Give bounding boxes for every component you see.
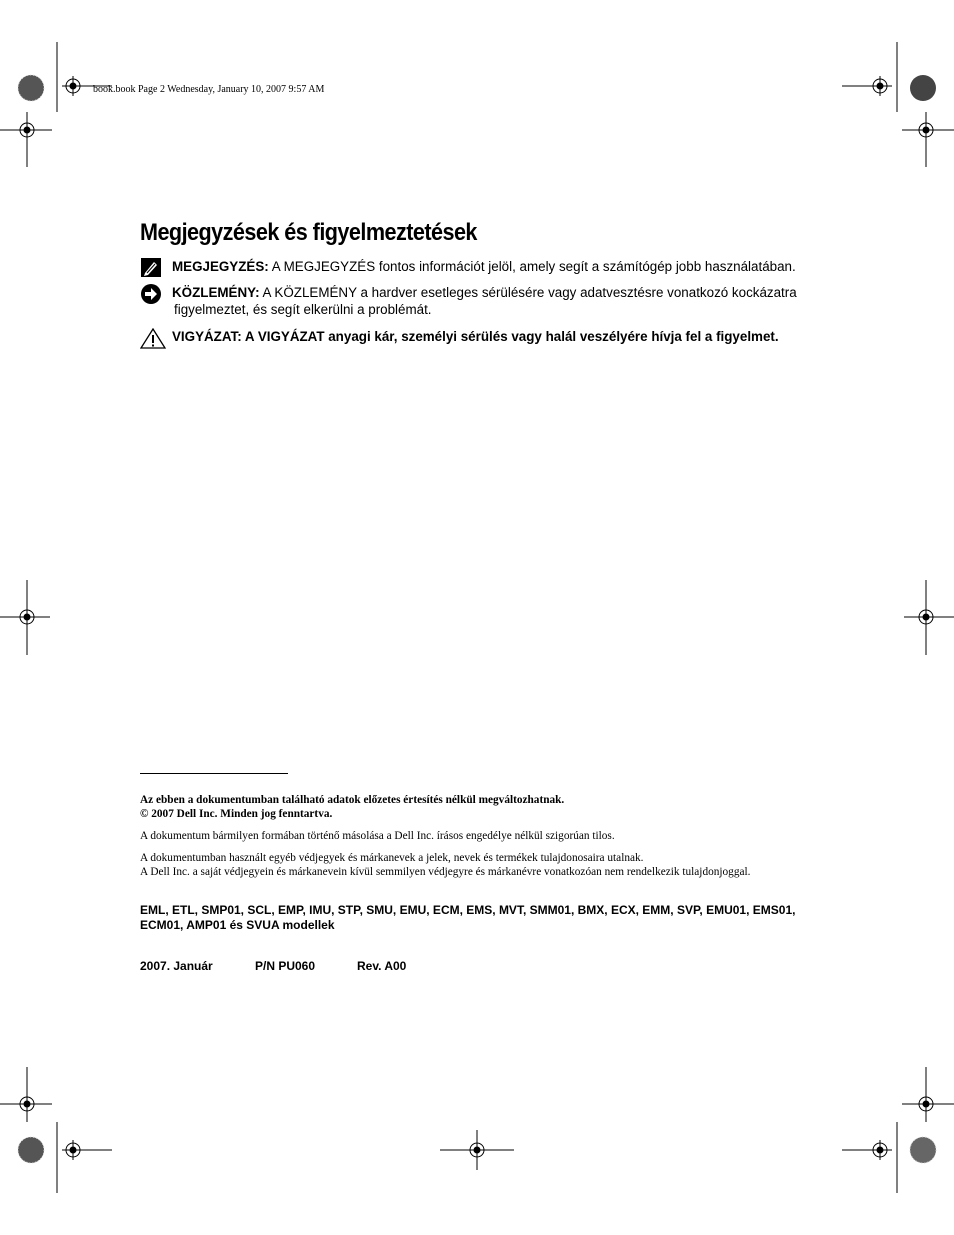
part-number: P/N PU060: [255, 959, 316, 973]
warning-text: A VIGYÁZAT anyagi kár, személyi sérülés vagy halál veszélyére hívja fel a figyelmet.: [244, 329, 779, 344]
publication-info: [140, 959, 440, 975]
legal-reproduction: A dokumentum bármilyen formában történő másolása a Dell Inc. írásos engedélye nélkül szigorúan tilos.: [140, 830, 615, 842]
legal-proprietary: A Dell Inc. a saját védjegyein és márkanevein kívül semmilyen védjegyre és márkanévre vonatkozóan nem rendelkezik tulajdonjoggal.: [140, 866, 751, 878]
revision: Rev. A00: [357, 959, 407, 973]
note-notice: [140, 258, 860, 278]
model-list-line: ECM01, AMP01 és SVUA modellek: [140, 918, 335, 932]
legal-trademarks: A dokumentumban használt egyéb védjegyek és márkanevek a jelek, nevek és termékek tulajdonosaira utalnak.: [140, 852, 644, 864]
page-title: Megjegyzések és figyelmeztetések: [140, 219, 477, 246]
notice-text-continuation: figyelmeztet, és segít elkerülni a problémát.: [174, 302, 432, 317]
warning-label: VIGYÁZAT:: [172, 329, 242, 344]
publication-date: 2007. Január: [140, 959, 213, 973]
print-header: book.book Page 2 Wednesday, January 10, 2007 9:57 AM: [93, 84, 325, 95]
notice-label: KÖZLEMÉNY:: [172, 285, 260, 300]
note-text: A MEGJEGYZÉS fontos információt jelöl, amely segít a számítógép jobb használatában.: [271, 259, 796, 274]
pencil-note-icon: [140, 258, 162, 278]
warning-notice: [140, 328, 860, 350]
model-list: [140, 903, 840, 933]
warning-triangle-icon: [140, 328, 166, 350]
footnote-rule: [140, 773, 288, 774]
arrow-circle-icon: [140, 284, 162, 306]
note-label: MEGJEGYZÉS:: [172, 259, 269, 274]
notice-text: A KÖZLEMÉNY a hardver esetleges sérülésére vagy adatvesztésre vonatkozó kockázatra: [262, 285, 797, 300]
legal-copyright: © 2007 Dell Inc. Minden jog fenntartva.: [140, 808, 333, 820]
caution-notice: [140, 284, 860, 320]
model-list-line: EML, ETL, SMP01, SCL, EMP, IMU, STP, SMU, EMU, ECM, EMS, MVT, SMM01, BMX, ECX, EMM, SVP, EMU01, EMS01,: [140, 903, 796, 917]
legal-disclaimer: Az ebben a dokumentumban található adatok előzetes értesítés nélkül megváltozhatnak.: [140, 794, 565, 806]
